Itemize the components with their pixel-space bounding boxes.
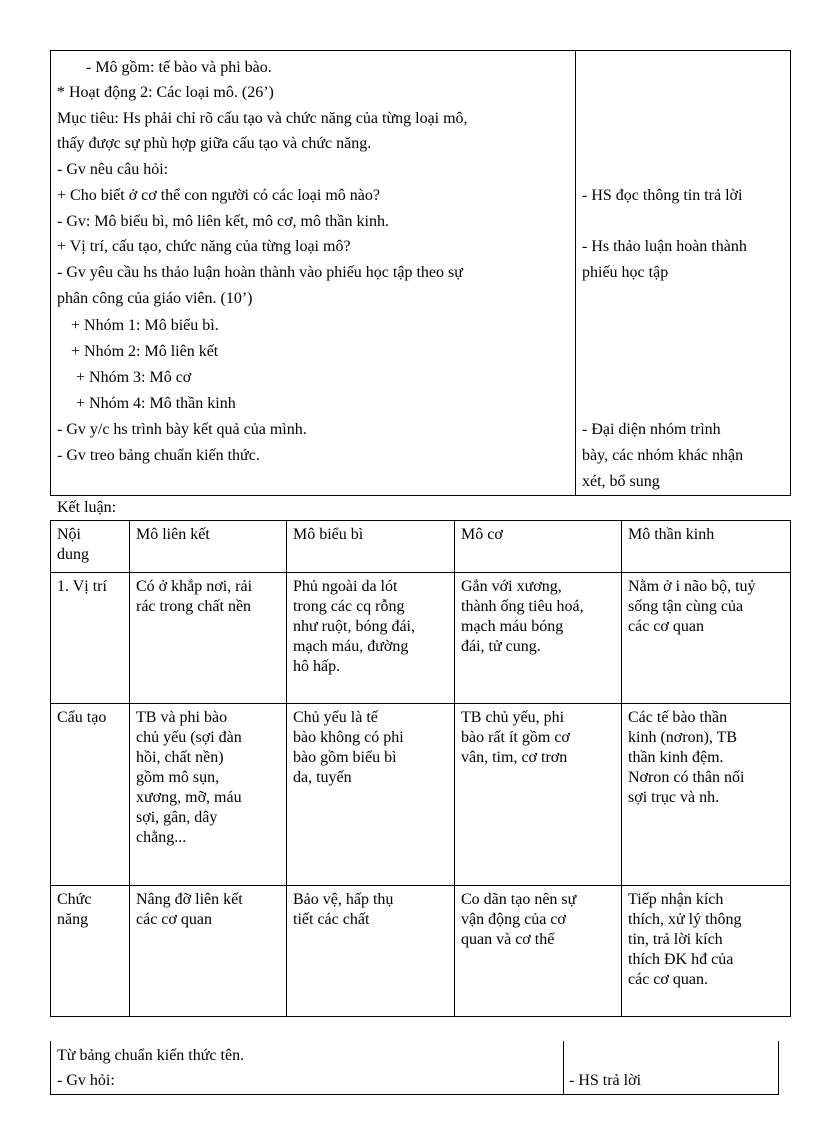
student-response: - HS đọc thông tin trả lời bbox=[582, 187, 743, 204]
objective-line: Mục tiêu: Hs phải chỉ rõ cấu tạo và chức năng của từng loại mô, bbox=[57, 110, 468, 127]
text-line: - Gv nêu câu hỏi: bbox=[57, 161, 169, 178]
table-col-divider bbox=[621, 520, 622, 1017]
table-col-divider bbox=[129, 520, 130, 1017]
table-row-divider bbox=[50, 703, 791, 704]
group-line: + Nhóm 4: Mô thần kinh bbox=[76, 395, 236, 412]
conclusion-label: Kết luận: bbox=[57, 499, 117, 516]
table-col-divider bbox=[286, 520, 287, 1017]
header-cell-epithelial: Mô biểu bì bbox=[293, 526, 364, 543]
text-line: - Gv yêu cầu hs thảo luận hoàn thành vào phiếu học tập theo sự bbox=[57, 264, 463, 281]
table-row-divider bbox=[50, 885, 791, 886]
group-line: + Nhóm 1: Mô biểu bì. bbox=[71, 317, 219, 334]
group-line: + Nhóm 2: Mô liên kết bbox=[71, 343, 219, 360]
top-table-border-bottom bbox=[50, 495, 791, 496]
question-line: + Cho biết ở cơ thể con người có các loại mô nào? bbox=[57, 187, 380, 204]
question-line: + Vị trí, cấu tạo, chức năng của từng loại mô? bbox=[57, 238, 351, 255]
text-line: - Gv: Mô biểu bì, mô liên kết, mô cơ, mô thần kinh. bbox=[57, 213, 389, 230]
bottom-table-border-bottom bbox=[50, 1094, 779, 1095]
text-line: - Gv hỏi: bbox=[57, 1072, 115, 1089]
top-table-border-right bbox=[790, 50, 791, 496]
text-line: - Mô gồm: tế bào và phi bào. bbox=[86, 59, 272, 76]
student-response: bày, các nhóm khác nhận bbox=[582, 447, 744, 464]
table-cell: Các tế bào thần kinh (nơron), TB thần kinh đệm. Nơron có thân nối sợi trục và nh. bbox=[628, 709, 745, 806]
text-line: Từ bảng chuẩn kiến thức tên. bbox=[57, 1047, 245, 1064]
table-border-top bbox=[50, 520, 791, 521]
table-cell: Có ở khắp nơi, rải rác trong chất nền bbox=[136, 578, 253, 615]
student-response: phiếu học tập bbox=[582, 264, 669, 281]
table-border-bottom bbox=[50, 1016, 791, 1017]
objective-line: thấy được sự phù hợp giữa cấu tạo và chức năng. bbox=[57, 135, 372, 152]
student-response: - Hs thảo luận hoàn thành bbox=[582, 238, 747, 255]
top-table-divider bbox=[575, 50, 576, 496]
group-line: + Nhóm 3: Mô cơ bbox=[76, 369, 192, 386]
table-row-divider bbox=[50, 572, 791, 573]
table-cell: TB chủ yếu, phi bào rất ít gồm cơ vân, tim, cơ trơn bbox=[461, 709, 570, 766]
table-col-divider bbox=[454, 520, 455, 1017]
table-border-right bbox=[790, 520, 791, 1017]
table-cell: Gắn với xương, thành ống tiêu hoá, mạch máu bóng đái, tử cung. bbox=[461, 578, 584, 655]
student-response: - Đại diện nhóm trình bbox=[582, 421, 721, 438]
header-cell-muscle: Mô cơ bbox=[461, 526, 503, 543]
header-cell-connective: Mô liên kết bbox=[136, 526, 210, 543]
text-line: - Gv treo bảng chuẩn kiến thức. bbox=[57, 447, 260, 464]
table-cell: Bảo vệ, hấp thụ tiết các chất bbox=[293, 891, 394, 928]
table-cell: Tiếp nhận kích thích, xử lý thông tin, trả lời kích thích ĐK hđ của các cơ quan. bbox=[628, 891, 742, 988]
bottom-table-border-left bbox=[50, 1041, 51, 1095]
top-table-border-left bbox=[50, 50, 51, 496]
row-label-function: Chức năng bbox=[57, 891, 92, 928]
table-cell: Nâng đỡ liên kết các cơ quan bbox=[136, 891, 243, 928]
activity-heading: * Hoạt động 2: Các loại mô. (26’) bbox=[57, 84, 274, 101]
student-response: xét, bổ sung bbox=[582, 473, 660, 490]
table-cell: TB và phi bào chủ yếu (sợi đàn hồi, chất nền) gồm mô sụn, xương, mỡ, máu sợi, gân, dây chằng... bbox=[136, 709, 242, 846]
row-label-structure: Cấu tạo bbox=[57, 709, 107, 726]
table-border-left bbox=[50, 520, 51, 1017]
table-cell: Phủ ngoài da lót trong các cq rỗng như ruột, bóng đái, mạch máu, đường hô hấp. bbox=[293, 578, 415, 675]
header-cell-nerve: Mô thần kinh bbox=[628, 526, 715, 543]
table-cell: Nằm ở i não bộ, tuỷ sống tận cùng của các cơ quan bbox=[628, 578, 756, 635]
bottom-table-divider bbox=[563, 1041, 564, 1095]
header-cell-content: Nội dung bbox=[57, 526, 89, 563]
student-response: - HS trả lời bbox=[569, 1072, 642, 1089]
row-label-location: 1. Vị trí bbox=[57, 578, 107, 595]
top-table-border-top bbox=[50, 50, 791, 51]
text-line: - Gv y/c hs trình bày kết quả của mình. bbox=[57, 421, 307, 438]
text-line: phân công của giáo viên. (10’) bbox=[57, 290, 253, 307]
table-cell: Chủ yếu là tế bào không có phi bào gồm biểu bì da, tuyến bbox=[293, 709, 404, 786]
table-cell: Co dãn tạo nên sự vận động của cơ quan và cơ thể bbox=[461, 891, 577, 948]
bottom-table-border-right bbox=[778, 1041, 779, 1095]
